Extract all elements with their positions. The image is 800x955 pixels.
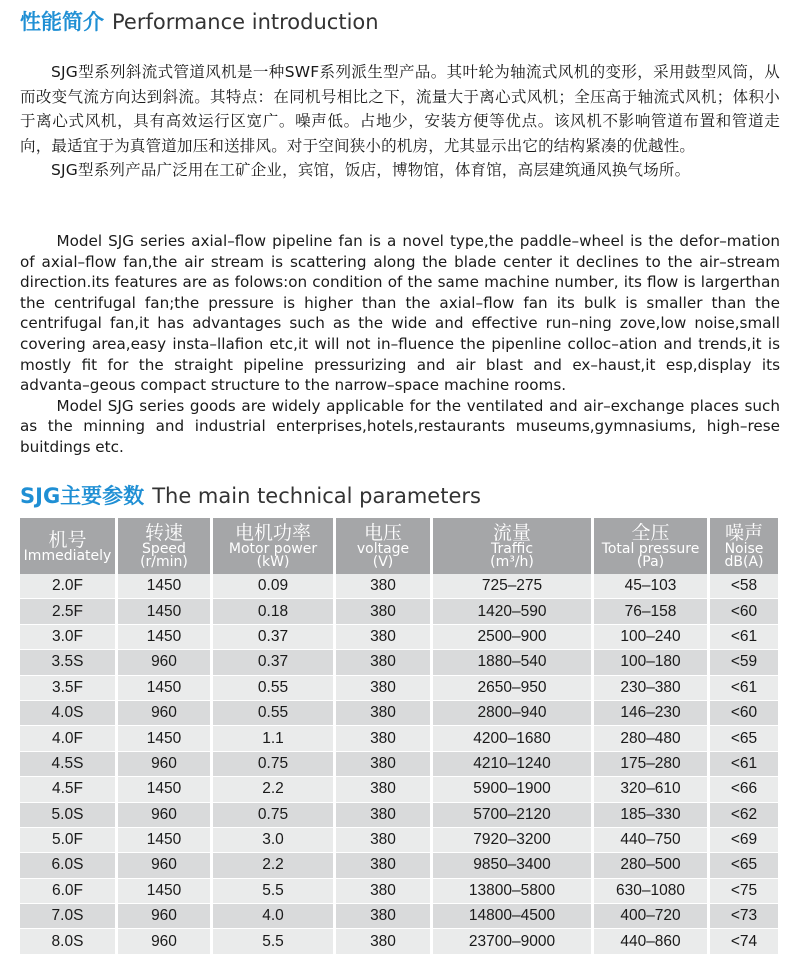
cell-total-pressure: 630–1080 — [594, 879, 710, 904]
cell-noise: <66 — [710, 777, 778, 802]
cell-speed: 960 — [118, 701, 213, 726]
cell-voltage: 380 — [336, 701, 433, 726]
cell-voltage: 380 — [336, 726, 433, 751]
cell-voltage: 380 — [336, 853, 433, 878]
cell-speed: 1450 — [118, 676, 213, 701]
cell-model: 6.0S — [20, 853, 118, 878]
table-row — [20, 777, 778, 802]
cell-speed: 960 — [118, 853, 213, 878]
cell-voltage: 380 — [336, 625, 433, 650]
cell-speed: 1450 — [118, 574, 213, 599]
table-row — [20, 676, 778, 701]
cell-voltage: 380 — [336, 904, 433, 929]
cell-model: 4.0S — [20, 701, 118, 726]
cell-speed: 960 — [118, 803, 213, 828]
cell-noise: <65 — [710, 853, 778, 878]
table-header-row — [20, 518, 778, 574]
table-row — [20, 853, 778, 878]
cell-traffic: 2650–950 — [433, 676, 594, 701]
en-paragraph: Model SJG series goods are widely applicable for the ventilated and air–exchange places such as the minning and industrial enterprises,hotels,restaurants museums,gymnasiums, high–rese buitdings etc. — [20, 396, 780, 456]
cell-total-pressure: 45–103 — [594, 574, 710, 599]
cell-noise: <69 — [710, 828, 778, 853]
cell-voltage: 380 — [336, 676, 433, 701]
cell-traffic: 7920–3200 — [433, 828, 594, 853]
cell-total-pressure: 280–480 — [594, 726, 710, 751]
cell-total-pressure: 175–280 — [594, 752, 710, 777]
table-row — [20, 904, 778, 929]
cell-noise: <58 — [710, 574, 778, 599]
cell-voltage: 380 — [336, 599, 433, 624]
cell-total-pressure: 440–860 — [594, 929, 710, 954]
cell-motor-power: 5.5 — [213, 879, 336, 904]
cell-model: 5.0F — [20, 828, 118, 853]
cell-motor-power: 1.1 — [213, 726, 336, 751]
table-row — [20, 828, 778, 853]
cell-traffic: 1880–540 — [433, 650, 594, 675]
parameters-heading — [20, 483, 481, 509]
table-row — [20, 752, 778, 777]
cell-noise: <61 — [710, 752, 778, 777]
cell-total-pressure: 100–240 — [594, 625, 710, 650]
performance-title-cn: 性能简介 — [20, 10, 104, 34]
cell-motor-power: 5.5 — [213, 929, 336, 954]
cell-traffic: 9850–3400 — [433, 853, 594, 878]
cell-traffic: 1420–590 — [433, 599, 594, 624]
cell-model: 4.0F — [20, 726, 118, 751]
cell-total-pressure: 185–330 — [594, 803, 710, 828]
cell-total-pressure: 76–158 — [594, 599, 710, 624]
cell-speed: 960 — [118, 929, 213, 954]
cell-speed: 1450 — [118, 879, 213, 904]
cell-traffic: 5900–1900 — [433, 777, 594, 802]
col-header-motor-power: 电机功率 Motor power (kW) — [213, 518, 336, 574]
cell-model: 3.5F — [20, 676, 118, 701]
cell-total-pressure: 320–610 — [594, 777, 710, 802]
cell-traffic: 5700–2120 — [433, 803, 594, 828]
cell-total-pressure: 440–750 — [594, 828, 710, 853]
cell-total-pressure: 230–380 — [594, 676, 710, 701]
cell-voltage: 380 — [336, 574, 433, 599]
cell-noise: <65 — [710, 726, 778, 751]
cell-total-pressure: 146–230 — [594, 701, 710, 726]
col-header-traffic: 流量 Traffic (m³/h) — [433, 518, 594, 574]
cell-traffic: 4210–1240 — [433, 752, 594, 777]
cell-motor-power: 2.2 — [213, 853, 336, 878]
cell-traffic: 4200–1680 — [433, 726, 594, 751]
cell-voltage: 380 — [336, 828, 433, 853]
cell-speed: 1450 — [118, 777, 213, 802]
cell-speed: 1450 — [118, 726, 213, 751]
cell-traffic: 725–275 — [433, 574, 594, 599]
table-row — [20, 929, 778, 954]
cell-motor-power: 0.75 — [213, 752, 336, 777]
table-row — [20, 726, 778, 751]
cell-motor-power: 0.09 — [213, 574, 336, 599]
cell-motor-power: 0.18 — [213, 599, 336, 624]
cell-motor-power: 0.55 — [213, 701, 336, 726]
cell-noise: <60 — [710, 701, 778, 726]
cell-motor-power: 3.0 — [213, 828, 336, 853]
cell-model: 4.5F — [20, 777, 118, 802]
cell-motor-power: 0.55 — [213, 676, 336, 701]
cell-model: 3.0F — [20, 625, 118, 650]
cell-voltage: 380 — [336, 777, 433, 802]
cell-speed: 1450 — [118, 599, 213, 624]
chinese-introduction — [20, 60, 780, 183]
cell-motor-power: 0.37 — [213, 625, 336, 650]
cell-noise: <62 — [710, 803, 778, 828]
cell-traffic: 2800–940 — [433, 701, 594, 726]
cell-voltage: 380 — [336, 650, 433, 675]
cell-noise: <74 — [710, 929, 778, 954]
table-row — [20, 599, 778, 624]
cell-voltage: 380 — [336, 803, 433, 828]
cell-traffic: 14800–4500 — [433, 904, 594, 929]
en-paragraph: Model SJG series axial–flow pipeline fan is a novel type,the paddle–wheel is the defor–mation of axial–flow fan,the air stream is scattering along the blade center it declines to the air–stream direction.its features are as folows:on condition of the same machine number, its flow is largerthan the centrifugal fan;the pressure is higher than the axial–flow fan its bulk is smaller than the centrifugal fan,it has advantages such as the wide and effective run–ning zove,low noise,small covering area,easy insta–llafion etc,it will not in–fluence the pipenline colloc–ation and trends,it is mostly fit for the straight pipeline pressurizing and air blast and ex–haust,it esp,display its advanta–geous compact structure to the narrow–space machine rooms. — [20, 232, 780, 395]
cell-noise: <61 — [710, 625, 778, 650]
cell-total-pressure: 400–720 — [594, 904, 710, 929]
cell-speed: 960 — [118, 752, 213, 777]
cell-speed: 1450 — [118, 828, 213, 853]
cell-model: 5.0S — [20, 803, 118, 828]
cell-model: 3.5S — [20, 650, 118, 675]
cell-speed: 960 — [118, 650, 213, 675]
table-row — [20, 701, 778, 726]
table-row — [20, 803, 778, 828]
performance-title-en: Performance introduction — [112, 10, 379, 34]
table-row — [20, 879, 778, 904]
cell-model: 6.0F — [20, 879, 118, 904]
cell-total-pressure: 280–500 — [594, 853, 710, 878]
col-header-total-pressure: 全压 Total pressure (Pa) — [594, 518, 710, 574]
parameters-title-cn: SJG主要参数 — [20, 484, 145, 508]
cell-motor-power: 0.75 — [213, 803, 336, 828]
cell-model: 2.0F — [20, 574, 118, 599]
cell-voltage: 380 — [336, 879, 433, 904]
col-header-speed: 转速 Speed (r/min) — [118, 518, 213, 574]
table-row — [20, 650, 778, 675]
cn-paragraph: SJG型系列产品广泛用在工矿企业，宾馆，饭店，博物馆，体育馆，高层建筑通风换气场所。 — [51, 161, 691, 179]
cell-speed: 960 — [118, 904, 213, 929]
cell-noise: <75 — [710, 879, 778, 904]
parameters-title-en: The main technical parameters — [152, 484, 481, 508]
cell-noise: <59 — [710, 650, 778, 675]
cell-noise: <60 — [710, 599, 778, 624]
cell-traffic: 23700–9000 — [433, 929, 594, 954]
cell-motor-power: 0.37 — [213, 650, 336, 675]
cell-model: 7.0S — [20, 904, 118, 929]
col-header-voltage: 电压 voltage (V) — [336, 518, 433, 574]
table-row — [20, 625, 778, 650]
table-row — [20, 574, 778, 599]
cell-motor-power: 4.0 — [213, 904, 336, 929]
parameters-table — [20, 518, 778, 955]
cell-motor-power: 2.2 — [213, 777, 336, 802]
cell-voltage: 380 — [336, 752, 433, 777]
cell-total-pressure: 100–180 — [594, 650, 710, 675]
cell-noise: <61 — [710, 676, 778, 701]
col-header-model: 机号 Immediately — [20, 518, 118, 574]
performance-heading — [20, 9, 379, 35]
cell-traffic: 13800–5800 — [433, 879, 594, 904]
cell-noise: <73 — [710, 904, 778, 929]
cell-traffic: 2500–900 — [433, 625, 594, 650]
cell-speed: 1450 — [118, 625, 213, 650]
cell-model: 8.0S — [20, 929, 118, 954]
english-introduction — [20, 231, 780, 458]
col-header-noise: 噪声 Noise dB(A) — [710, 518, 778, 574]
cell-voltage: 380 — [336, 929, 433, 954]
cell-model: 4.5S — [20, 752, 118, 777]
cn-paragraph: SJG型系列斜流式管道风机是一种SWF系列派生型产品。其叶轮为轴流式风机的变形，采用鼓型风筒，从而改变气流方向达到斜流。其特点：在同机号相比之下，流量大于离心式风机；全压高于轴流式风机；体积小于离心式风机，具有高效运行区宽广。噪声低。占地少，安装方便等优点。该风机不影响管道布置和管道走向，最适宜于为真管道加压和送排风。对于空间狭小的机房，尤其显示出它的结构紧凑的优越性。 — [20, 63, 780, 155]
cell-model: 2.5F — [20, 599, 118, 624]
